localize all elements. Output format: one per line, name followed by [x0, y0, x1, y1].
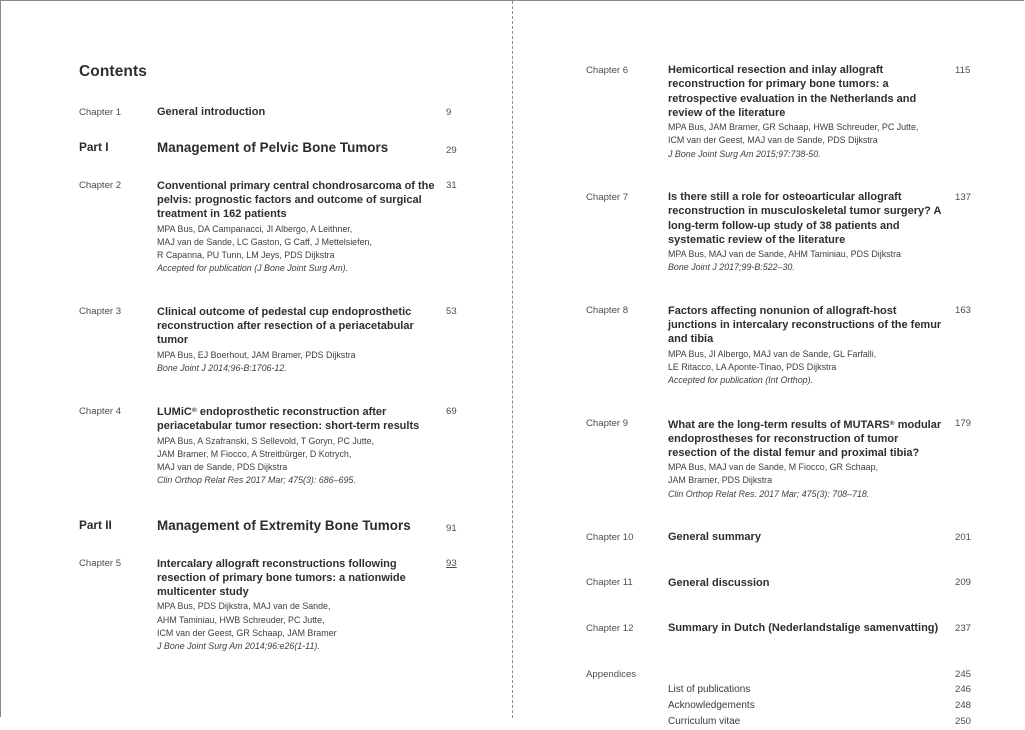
entry-page-number: 29: [446, 144, 457, 156]
toc-entry-chapter-10[interactable]: [586, 530, 985, 545]
entry-body: [157, 517, 438, 537]
entry-label: Chapter 11: [586, 577, 633, 589]
entry-authors: [157, 600, 438, 640]
page-title: Contents: [79, 63, 147, 80]
entry-body: [668, 417, 947, 502]
spacer-cell: [586, 698, 660, 714]
appendix-name: Curriculum vitae: [668, 716, 741, 728]
toc-entry-chapter-5[interactable]: [79, 557, 480, 654]
toc-entry-chapter-2[interactable]: [79, 179, 480, 276]
entry-body: [668, 190, 947, 275]
entry-source: Bone Joint J 2014;96-B:1706-12.: [157, 362, 287, 373]
entry-page-number: 163: [955, 305, 972, 317]
entry-label: Chapter 2: [79, 180, 122, 192]
toc-entry-chapter-3[interactable]: [79, 305, 480, 376]
toc-entry-chapter-4[interactable]: [79, 404, 480, 487]
list-item[interactable]: [586, 698, 985, 714]
entry-label: Chapter 3: [79, 306, 122, 318]
entry-title: General summary: [668, 531, 761, 544]
author-line: MPA Bus, MAJ van de Sande, AHM Taminiau, PDS Dijkstra: [668, 249, 901, 260]
spacer-cell: [586, 714, 660, 730]
spacer: [586, 405, 985, 417]
entry-title: Management of Pelvic Bone Tumors: [157, 139, 389, 155]
entry-title: Summary in Dutch (Nederlandstalige samenvatting): [668, 622, 939, 635]
toc-entry-chapter-9[interactable]: [586, 417, 985, 502]
entry-title: Is there still a role for osteoarticular allograft reconstruction in musculoskeletal tumor surgery? A long-term follow-up study of 38 patients and systematic review of the literature: [668, 191, 942, 246]
entry-label: Part I: [79, 140, 109, 155]
entry-body: [668, 621, 947, 636]
entry-page-number: 91: [446, 522, 457, 534]
entry-body: [668, 576, 947, 591]
author-line: MAJ van de Sande, LC Gaston, G Caff, J Mettelsiefen,: [157, 236, 372, 247]
toc-entry-chapter-6[interactable]: [586, 63, 985, 161]
author-line: MAJ van de Sande, PDS Dijkstra: [157, 461, 288, 472]
author-line: MPA Bus, JI Albergo, MAJ van de Sande, GL Farfalli,: [668, 348, 877, 359]
author-line: MPA Bus, MAJ van de Sande, M Fiocco, GR Schaap,: [668, 462, 878, 473]
entry-title: General introduction: [157, 106, 266, 118]
entry-label: Chapter 7: [586, 191, 629, 203]
spacer: [586, 564, 985, 576]
entry-authors: [668, 348, 947, 374]
entry-authors: [157, 435, 438, 475]
entry-source: Clin Orthop Relat Res 2017 Mar; 475(3): 686–695.: [157, 475, 356, 486]
entry-page-number: 31: [446, 180, 457, 192]
appendix-page-number: 248: [955, 700, 972, 712]
spacer: [79, 392, 480, 404]
entry-source: Accepted for publication (J Bone Joint Surg Am).: [157, 263, 349, 274]
spacer: [586, 609, 985, 621]
entry-page-number: 137: [955, 191, 972, 203]
entry-title: General discussion: [668, 576, 770, 589]
author-line: JAM Bramer, M Fiocco, A Streitbürger, D Kotrych,: [157, 448, 352, 459]
list-item[interactable]: [586, 714, 985, 730]
entry-title: Factors affecting nonunion of allograft-host junctions in intercalary reconstructions of the femur and tibia: [668, 304, 942, 346]
entry-body: [668, 304, 947, 388]
entry-page-number: 237: [955, 622, 972, 634]
spacer: [586, 518, 985, 530]
entry-body: [157, 305, 438, 376]
spacer: [79, 505, 480, 517]
entry-source: J Bone Joint Surg Am 2014;96:e26(1-11).: [157, 641, 320, 652]
entry-label: Chapter 6: [586, 64, 629, 76]
toc-entry-part-2[interactable]: [79, 517, 480, 537]
appendix-page-number: 250: [955, 716, 972, 728]
entry-authors: [157, 223, 438, 263]
entry-body: [157, 105, 438, 120]
entry-label: Part II: [79, 518, 112, 533]
entry-page-number: 53: [446, 306, 457, 318]
entry-label: Appendices: [586, 668, 637, 680]
toc-entry-chapter-1[interactable]: [79, 105, 480, 120]
entry-authors: [157, 349, 438, 362]
entry-body: [668, 530, 947, 545]
entry-source: Accepted for publication (Int Orthop).: [668, 375, 814, 386]
entry-page-number: 179: [955, 418, 972, 429]
entry-label: Chapter 10: [586, 531, 634, 543]
entry-title: Intercalary allograft reconstructions following resection of primary bone tumors: a nationwide multicenter study: [157, 557, 406, 599]
author-line: R Capanna, PU Tunn, LM Jeys, PDS Dijkstra: [157, 250, 335, 260]
spacer-cell: [586, 682, 660, 698]
entry-body: [157, 179, 438, 276]
author-line: AHM Taminiau, HWB Schreuder, PC Jutte,: [157, 614, 325, 625]
entry-label: Chapter 9: [586, 418, 629, 429]
toc-entry-chapter-8[interactable]: [586, 304, 985, 388]
entry-source: Bone Joint J 2017;99-B:522–30.: [668, 262, 795, 273]
right-page: [513, 1, 1025, 728]
toc-entry-chapter-7[interactable]: [586, 190, 985, 275]
toc-entry-chapter-12[interactable]: [586, 621, 985, 636]
toc-entry-part-1[interactable]: [79, 139, 480, 159]
entry-source: Clin Orthop Relat Res. 2017 Mar; 475(3): 708–718.: [668, 488, 870, 499]
entry-title: Clinical outcome of pedestal cup endoprosthetic reconstruction after resection of a periacetabular tumor: [157, 305, 414, 347]
entry-label: Chapter 12: [586, 622, 634, 634]
left-page: [1, 1, 512, 718]
author-line: MPA Bus, EJ Boerhout, JAM Bramer, PDS Dijkstra: [157, 349, 356, 360]
entry-page-number-link[interactable]: 93: [446, 558, 457, 570]
appendix-name: List of publications: [668, 683, 751, 695]
entry-label: Chapter 5: [79, 558, 122, 570]
entry-source: J Bone Joint Surg Am 2015;97:738-50.: [668, 148, 821, 159]
entry-title: Hemicortical resection and inlay allograft reconstruction for primary bone tumors: a retrospective evaluation in the Netherlands and review of the literature: [668, 64, 917, 119]
entry-title: What are the long-term results of MUTARS® modular endoprostheses for reconstruction of tumor resection of the distal femur and proximal tibia?: [668, 418, 942, 459]
author-line: MPA Bus, A Szafranski, S Sellevold, T Goryn, PC Jutte,: [157, 435, 375, 446]
spacer: [586, 292, 985, 304]
entry-body: [668, 667, 947, 682]
list-item[interactable]: [586, 682, 985, 698]
entry-title: LUMiC® endoprosthetic reconstruction after periacetabular tumor resection: short-term results: [157, 405, 420, 433]
author-line: MPA Bus, PDS Dijkstra, MAJ van de Sande,: [157, 601, 331, 612]
entry-body: [157, 557, 438, 654]
entry-body: [157, 404, 438, 487]
author-line: MPA Bus, JAM Bramer, GR Schaap, HWB Schreuder, PC Jutte,: [668, 122, 919, 133]
entry-page-number: 9: [446, 106, 452, 118]
author-line: LE Ritacco, LA Aponte-Tinao, PDS Dijkstra: [668, 361, 837, 372]
entry-page-number: 245: [955, 668, 972, 680]
spacer: [586, 178, 985, 190]
entry-authors: [668, 248, 947, 261]
toc-entry-appendices[interactable]: [586, 667, 985, 682]
entry-body: [157, 139, 438, 159]
author-line: JAM Bramer, PDS Dijkstra: [668, 475, 773, 486]
entry-label: Chapter 8: [586, 305, 629, 317]
spacer: [79, 293, 480, 305]
entry-page-number: 209: [955, 577, 972, 589]
appendix-list: [586, 682, 985, 730]
spacer: [586, 655, 985, 667]
entry-title: Conventional primary central chondrosarcoma of the pelvis: prognostic factors and outcome of surgical treatment in 162 patients: [157, 179, 435, 221]
entry-authors: [668, 461, 947, 487]
entry-page-number: 201: [955, 531, 972, 543]
entry-label: Chapter 4: [79, 405, 122, 417]
entry-body: [668, 63, 947, 161]
entry-page-number: 115: [955, 64, 971, 76]
appendix-page-number: 246: [955, 683, 972, 695]
author-line: ICM van der Geest, GR Schaap, JAM Bramer: [157, 627, 337, 638]
entry-title: Management of Extremity Bone Tumors: [157, 517, 411, 533]
author-line: MPA Bus, DA Campanacci, JI Albergo, A Leithner,: [157, 223, 353, 234]
author-line: ICM van der Geest, MAJ van de Sande, PDS Dijkstra: [668, 135, 878, 146]
entry-page-number: 69: [446, 405, 457, 417]
entry-label: Chapter 1: [79, 106, 122, 118]
toc-entry-chapter-11[interactable]: [586, 576, 985, 591]
entry-authors: [668, 121, 947, 147]
appendix-name: Acknowledgements: [668, 700, 755, 712]
